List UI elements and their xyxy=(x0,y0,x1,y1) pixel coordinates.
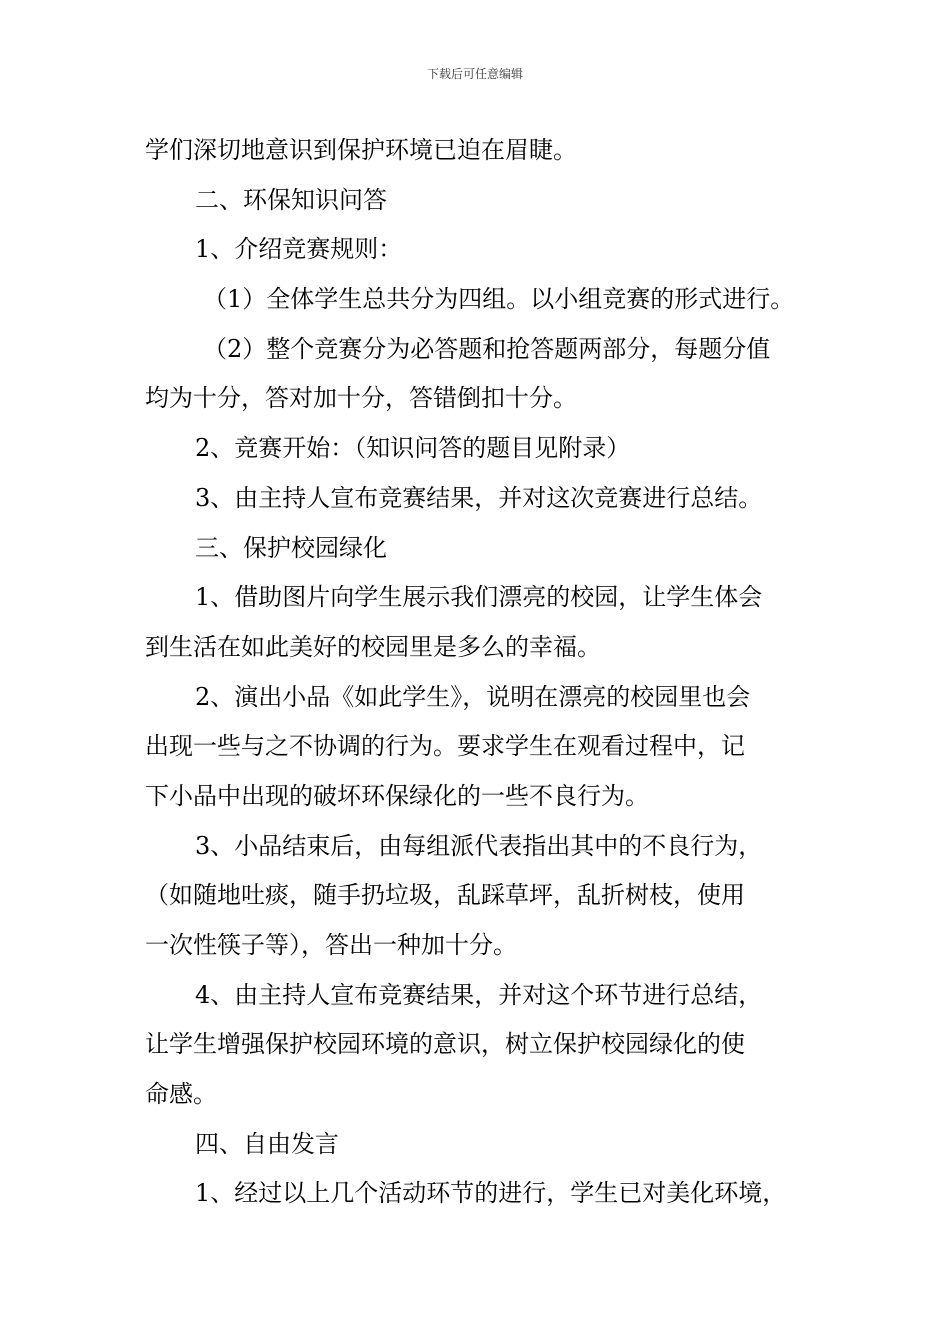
document-body xyxy=(145,126,810,1219)
paragraph-line: 2、演出小品《如此学生》，说明在漂亮的校园里也会 xyxy=(195,682,751,711)
paragraph-line: （1）全体学生总共分为四组。以小组竞赛的形式进行。 xyxy=(203,285,795,314)
paragraph-line: 下小品中出现的破坏环保绿化的一些不良行为。 xyxy=(145,781,649,810)
paragraph-line: 命感。 xyxy=(145,1080,217,1109)
paragraph-line: 均为十分，答对加十分，答错倒扣十分。 xyxy=(145,384,577,413)
paragraph-line: 4、由主持人宣布竞赛结果，并对这个环节进行总结， xyxy=(195,980,763,1009)
paragraph-line: 让学生增强保护校园环境的意识，树立保护校园绿化的使 xyxy=(145,1030,745,1059)
section-heading: 三、保护校园绿化 xyxy=(195,533,387,562)
paragraph-line: （如随地吐痰，随手扔垃圾，乱踩草坪，乱折树枝，使用 xyxy=(145,881,745,910)
section-heading: 二、环保知识问答 xyxy=(195,185,387,214)
paragraph-line: 一次性筷子等），答出一种加十分。 xyxy=(145,931,517,959)
paragraph-line: 3、小品结束后，由每组派代表指出其中的不良行为， xyxy=(195,831,763,860)
paragraph-line: 1、借助图片向学生展示我们漂亮的校园，让学生体会 xyxy=(195,583,763,612)
page-header: 下载后可任意编辑 xyxy=(426,67,523,81)
paragraph-line: 1、经过以上几个活动环节的进行，学生已对美化环境， xyxy=(195,1179,787,1208)
paragraph-line: 2、竞赛开始：（知识问答的题目见附录） xyxy=(195,434,631,463)
section-heading: 四、自由发言 xyxy=(195,1129,339,1158)
paragraph-line: 出现一些与之不协调的行为。要求学生在观看过程中，记 xyxy=(145,732,745,761)
paragraph-line: （2）整个竞赛分为必答题和抢答题两部分，每题分值 xyxy=(203,334,771,363)
paragraph-line: 3、由主持人宣布竞赛结果，并对这次竞赛进行总结。 xyxy=(195,483,763,512)
paragraph-line: 学们深切地意识到保护环境已迫在眉睫。 xyxy=(145,136,577,164)
paragraph-line: 到生活在如此美好的校园里是多么的幸福。 xyxy=(145,632,601,661)
paragraph-line: 1、介绍竞赛规则： xyxy=(195,235,403,264)
